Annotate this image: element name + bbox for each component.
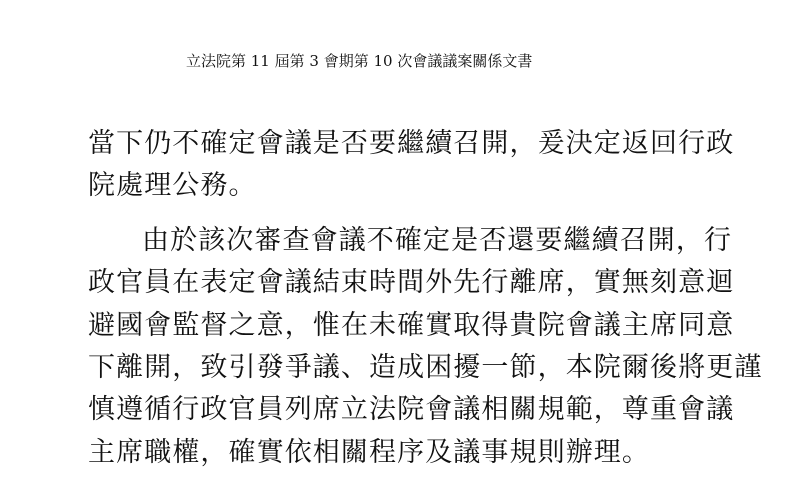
paragraph-2-line-3: 避國會監督之意，惟在未確實取得貴院會議主席同意 [88, 310, 735, 341]
document-header: 立法院第 11 屆第 3 會期第 10 次會議議案關係文書 [186, 52, 533, 70]
paragraph-1-line-1: 當下仍不確定會議是否要繼續召開，爰決定返回行政 [88, 128, 735, 159]
paragraph-2-line-5: 慎遵循行政官員列席立法院會議相關規範，尊重會議 [88, 394, 735, 425]
paragraph-1-line-2: 院處理公務。 [88, 170, 257, 201]
paragraph-2-line-6: 主席職權，確實依相關程序及議事規則辦理。 [88, 437, 650, 468]
paragraph-2-line-4: 下離開，致引發爭議、造成困擾一節，本院爾後將更謹 [88, 352, 763, 383]
paragraph-2-line-2: 政官員在表定會議結束時間外先行離席，實無刻意迴 [88, 267, 735, 298]
paragraph-2-line-1: 由於該次審查會議不確定是否還要繼續召開，行 [142, 225, 733, 256]
